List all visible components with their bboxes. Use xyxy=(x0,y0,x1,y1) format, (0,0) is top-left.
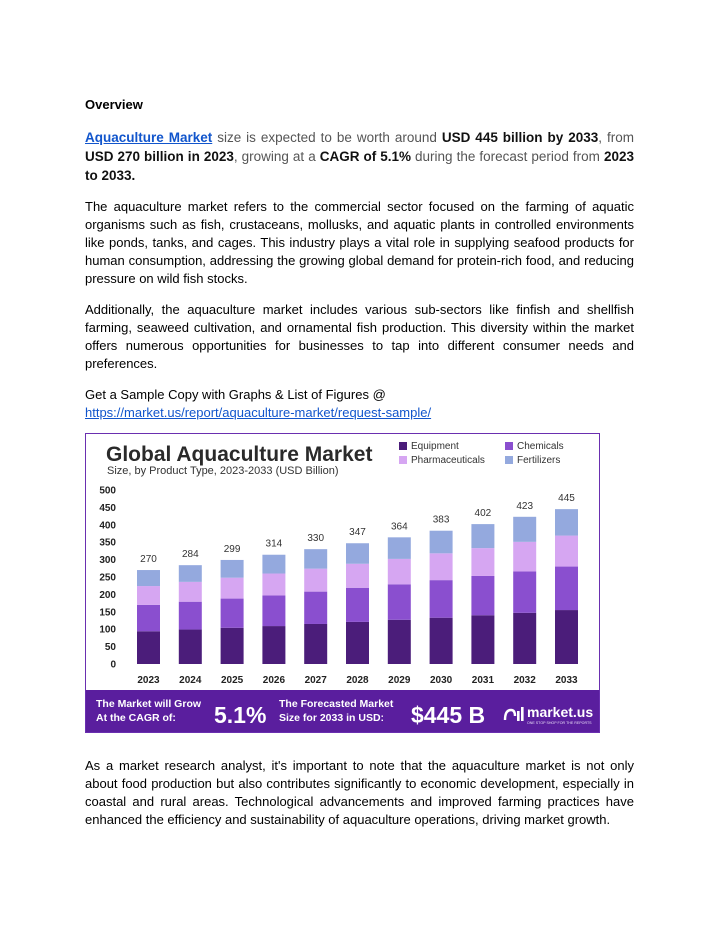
x-tick-label-2030: 2030 xyxy=(429,675,453,686)
bar-segment-fertilizers-2027 xyxy=(304,549,327,568)
x-tick-label-2026: 2026 xyxy=(262,675,286,686)
bar-total-label-2031: 402 xyxy=(474,508,492,520)
bar-total-label-2026: 314 xyxy=(265,538,283,550)
sample-copy-paragraph xyxy=(85,386,634,422)
analyst-paragraph: As a market research analyst, it's important to note that the aquaculture market is not only about food production but also contributes significantly to economic development, especially in coastal and rural areas. Technological advancements and improved farming practices have enhanced the efficiency and sustainability of aquaculture operations, driving market growth. xyxy=(85,758,634,827)
intro-paragraph: Aquaculture Market size is expected to be worth around USD 445 billion by 2033, from USD 270 billion in 2023, growing at a CAGR of 5.1% during the forecast period from 2023 to 2033. xyxy=(85,130,634,183)
x-tick-label-2029: 2029 xyxy=(388,675,411,686)
y-tick-label: 250 xyxy=(99,572,116,584)
y-tick-label: 50 xyxy=(104,642,116,654)
bar-segment-fertilizers-2024 xyxy=(179,565,202,582)
legend-label-equipment: Equipment xyxy=(411,441,459,452)
bar-segment-pharmaceuticals-2026 xyxy=(262,574,285,596)
legend-label-chemicals: Chemicals xyxy=(517,441,564,452)
legend-swatch-pharmaceuticals xyxy=(399,456,407,464)
y-tick-label: 150 xyxy=(99,607,116,619)
y-tick-label: 450 xyxy=(99,502,116,514)
x-tick-label-2031: 2031 xyxy=(471,675,495,686)
bar-segment-fertilizers-2030 xyxy=(430,531,453,554)
definition-paragraph: The aquaculture market refers to the commercial sector focused on the farming of aquatic organisms such as fish, crustaceans, mollusks, and aquatic plants in controlled environments like ponds, tanks, and cages. This industry plays a vital role in supplying seafood products for human consumption, addressing the growing global demand for protein-rich food, and reducing pressure on wild fish stocks. xyxy=(85,199,634,286)
bar-segment-chemicals-2032 xyxy=(513,571,536,612)
y-tick-label: 400 xyxy=(99,520,116,532)
bar-segment-equipment-2025 xyxy=(221,628,244,664)
bar-total-label-2029: 364 xyxy=(390,521,408,533)
forecast-label-line1: The Forecasted Market xyxy=(279,698,394,710)
bar-segment-pharmaceuticals-2031 xyxy=(471,548,494,576)
y-tick-label: 200 xyxy=(99,589,116,601)
bar-segment-chemicals-2031 xyxy=(471,576,494,615)
x-tick-label-2025: 2025 xyxy=(220,675,244,686)
bar-segment-chemicals-2028 xyxy=(346,588,369,622)
x-tick-label-2024: 2024 xyxy=(179,675,202,686)
aquaculture-infographic xyxy=(85,433,600,733)
sample-copy-text: Get a Sample Copy with Graphs & List of Figures @ xyxy=(85,387,386,402)
bar-segment-equipment-2027 xyxy=(304,624,327,664)
brand-name: market.us xyxy=(527,704,594,720)
bar-segment-pharmaceuticals-2024 xyxy=(179,582,202,602)
bar-segment-equipment-2031 xyxy=(471,615,494,664)
bar-segment-fertilizers-2023 xyxy=(137,570,160,586)
bar-segment-fertilizers-2032 xyxy=(513,517,536,542)
bar-total-label-2025: 299 xyxy=(223,543,241,555)
bar-segment-equipment-2024 xyxy=(179,630,202,664)
y-tick-label: 0 xyxy=(110,659,116,671)
brand-tagline: ONE STOP SHOP FOR THE REPORTS xyxy=(527,721,592,725)
cagr-value: 5.1% xyxy=(214,702,267,728)
grow-label-line2: At the CAGR of: xyxy=(96,712,176,724)
overview-heading: Overview xyxy=(85,97,143,112)
chart-title: Global Aquaculture Market xyxy=(106,443,373,466)
bar-segment-chemicals-2029 xyxy=(388,584,411,619)
bar-total-label-2033: 445 xyxy=(558,493,575,505)
x-tick-label-2027: 2027 xyxy=(304,675,327,686)
bar-segment-fertilizers-2033 xyxy=(555,509,578,535)
bar-segment-pharmaceuticals-2025 xyxy=(221,578,244,599)
chart-subtitle: Size, by Product Type, 2023-2033 (USD Billion) xyxy=(107,465,339,477)
x-tick-label-2032: 2032 xyxy=(513,675,536,686)
bar-segment-pharmaceuticals-2028 xyxy=(346,564,369,588)
y-tick-label: 300 xyxy=(99,555,116,567)
bar-segment-equipment-2023 xyxy=(137,631,160,664)
grow-label-line1: The Market will Grow xyxy=(96,698,202,710)
aquaculture-market-link[interactable]: Aquaculture Market xyxy=(85,130,213,145)
forecast-value: $445 B xyxy=(411,702,486,728)
legend-swatch-equipment xyxy=(399,442,407,450)
bar-segment-equipment-2029 xyxy=(388,620,411,664)
legend-label-pharmaceuticals: Pharmaceuticals xyxy=(411,455,485,466)
bar-segment-fertilizers-2028 xyxy=(346,543,369,564)
legend-label-fertilizers: Fertilizers xyxy=(517,455,561,466)
bar-segment-equipment-2033 xyxy=(555,610,578,664)
bar-segment-fertilizers-2025 xyxy=(221,560,244,578)
bar-segment-chemicals-2023 xyxy=(137,605,160,631)
forecast-label-line2: Size for 2033 in USD: xyxy=(279,712,385,724)
legend-swatch-chemicals xyxy=(505,442,513,450)
bar-total-label-2027: 330 xyxy=(307,533,325,545)
bar-segment-equipment-2030 xyxy=(430,618,453,664)
y-tick-label: 500 xyxy=(99,485,116,497)
bar-segment-fertilizers-2031 xyxy=(471,524,494,548)
bar-total-label-2028: 347 xyxy=(349,527,366,539)
bar-segment-pharmaceuticals-2027 xyxy=(304,569,327,592)
bar-segment-equipment-2032 xyxy=(513,613,536,664)
y-tick-label: 100 xyxy=(99,624,116,636)
document-body xyxy=(85,96,634,422)
sample-request-link[interactable]: https://market.us/report/aquaculture-market/request-sample/ xyxy=(85,405,432,420)
bar-segment-chemicals-2024 xyxy=(179,602,202,630)
bar-segment-equipment-2026 xyxy=(262,626,285,664)
legend-swatch-fertilizers xyxy=(505,456,513,464)
cagr-banner xyxy=(86,690,599,732)
x-tick-label-2028: 2028 xyxy=(346,675,369,686)
bar-total-label-2024: 284 xyxy=(181,549,199,561)
bar-segment-fertilizers-2026 xyxy=(262,555,285,574)
x-tick-label-2033: 2033 xyxy=(555,675,578,686)
bar-total-label-2030: 383 xyxy=(432,514,450,526)
bar-segment-pharmaceuticals-2023 xyxy=(137,586,160,605)
bar-segment-chemicals-2030 xyxy=(430,580,453,618)
y-tick-label: 350 xyxy=(99,537,116,549)
bar-segment-pharmaceuticals-2030 xyxy=(430,553,453,580)
bar-segment-pharmaceuticals-2033 xyxy=(555,536,578,567)
bar-segment-fertilizers-2029 xyxy=(388,537,411,559)
bar-segment-chemicals-2027 xyxy=(304,592,327,624)
bar-segment-chemicals-2033 xyxy=(555,567,578,611)
bar-total-label-2032: 423 xyxy=(516,500,534,512)
bar-total-label-2023: 270 xyxy=(140,554,157,566)
x-tick-label-2023: 2023 xyxy=(137,675,160,686)
bar-segment-chemicals-2026 xyxy=(262,595,285,626)
bar-segment-pharmaceuticals-2029 xyxy=(388,559,411,584)
subsectors-paragraph: Additionally, the aquaculture market includes various sub-sectors like finfish and shellfish farming, seaweed cultivation, and ornamental fish production. This diversity within the market offers numerous opportunities for businesses to tap into different consumer needs and preferences. xyxy=(85,302,634,371)
bar-segment-chemicals-2025 xyxy=(221,599,244,628)
bar-segment-pharmaceuticals-2032 xyxy=(513,542,536,572)
bar-segment-equipment-2028 xyxy=(346,622,369,664)
